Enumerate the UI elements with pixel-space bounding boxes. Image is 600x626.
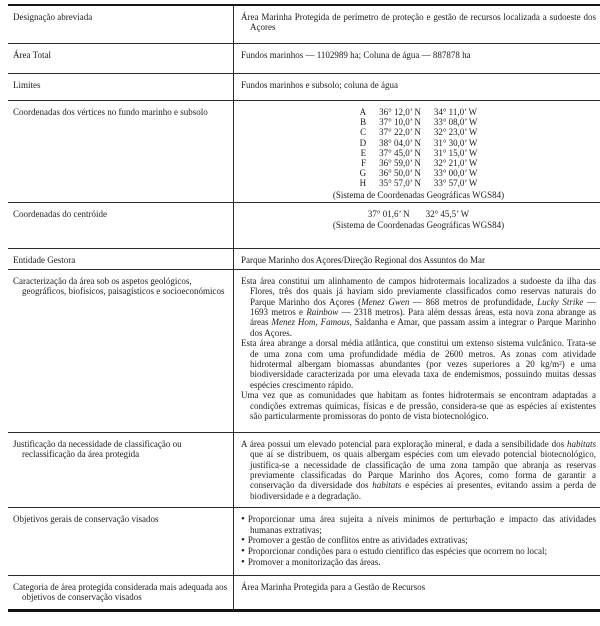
- vertex-longitude: 33° 57,0’ W: [433, 178, 478, 189]
- italic-text-segment: Menez Gwen: [361, 296, 410, 307]
- vertex-longitude: 33° 08,0’ W: [433, 117, 478, 128]
- row-label-cell: [8, 576, 233, 609]
- vertex-longitude: 34° 11,0’ W: [433, 107, 478, 117]
- row-content-cell: [233, 433, 600, 507]
- list-item-text: Proporcionar uma área sujeita a níveis mínimos de perturbação e impacto das atividades humanas extrativas;: [247, 513, 596, 535]
- row-label-cell: [8, 44, 233, 73]
- italic-text-segment: Rainbow: [306, 307, 339, 318]
- vertex-latitude: 37° 45,0’ N: [379, 147, 421, 158]
- row-label: Coordenadas dos vértices no fundo marinho e subsolo: [13, 107, 208, 117]
- paragraph: [241, 338, 596, 390]
- vertex-longitude: 31° 30,0’ W: [433, 137, 478, 148]
- centroid-longitude: 32° 45,5’ W: [425, 208, 470, 219]
- table-row: [8, 249, 600, 270]
- row-label-cell: [8, 270, 233, 432]
- row-content-cell: [233, 74, 600, 100]
- bullet-icon: •: [241, 545, 245, 558]
- vertex-latitude: 36° 50,0’ N: [379, 168, 421, 179]
- list-item-text: Promover a gestão de conflitos entre as atividades extrativas;: [247, 535, 468, 546]
- vertex-latitude: 37° 22,0’ N: [379, 127, 421, 138]
- row-content-cell: [233, 249, 600, 269]
- vertex-letter: D: [359, 137, 367, 148]
- table-row: [8, 270, 600, 433]
- table-row: [8, 576, 600, 609]
- paragraph: [241, 390, 596, 421]
- row-label: Justificação da necessidade de classificação ou reclassificação da área protegida: [13, 438, 182, 460]
- centroid-coordinates: [241, 209, 596, 231]
- row-content-cell: [233, 6, 600, 43]
- vertex-letter: H: [359, 178, 367, 189]
- text-segment: A área possui um elevado potencial para exploração mineral, e dada a sensibilidade dos: [241, 438, 567, 449]
- document-table: [8, 4, 600, 612]
- italic-text-segment: habitats: [372, 480, 402, 491]
- row-label: Designação abreviada: [13, 12, 93, 22]
- vertex-latitude: 37° 10,0’ N: [379, 117, 421, 128]
- row-label: Área Total: [13, 50, 51, 60]
- row-content-cell: [233, 508, 600, 575]
- paragraph: [241, 439, 596, 501]
- row-label-cell: [8, 203, 233, 248]
- row-label: Objetivos gerais de conservação visados: [13, 513, 159, 524]
- bullet-icon: •: [241, 512, 245, 525]
- bullet-icon: •: [241, 556, 245, 569]
- row-label-cell: [8, 101, 233, 202]
- list-item: [241, 514, 596, 535]
- centroid-line: [241, 209, 596, 219]
- paragraph: Fundos marinhos — 1102989 ha; Coluna de água — 887878 ha: [241, 50, 471, 60]
- vertex-longitude: 31° 15,0’ W: [433, 147, 478, 158]
- list-item: [241, 535, 596, 546]
- centroid-latitude: 37° 01,6’ N: [367, 208, 410, 219]
- list-item-text: Proporcionar condições para o estudo científico das espécies que ocorrem no local;: [247, 546, 547, 557]
- row-label: Categoria de área protegida considerada mais adequada aos objetivos de conservação visados: [13, 581, 228, 603]
- list-item: [241, 546, 596, 557]
- table-row: [8, 508, 600, 576]
- vertex-letter: A: [359, 107, 367, 117]
- row-content-cell: [233, 101, 600, 202]
- vertex-letter: E: [360, 147, 367, 158]
- text-segment: Esta área abrange a dorsal média atlântica, que constitui um extenso sistema vulcânico. Trata-se de uma zona com uma profundidade média de 2600 metros. As zonas com atividade hidrotermal albergam biomassas abundantes (por vezes superiores a 20 kg/m²) e uma biodiversidade caracterizada por uma elevada taxa de endemismos, possuindo muitas dessas espécies crescimento rápido.: [241, 338, 596, 390]
- table-row: [8, 203, 600, 249]
- text-segment: — 868 metros de profundidade,: [409, 296, 538, 307]
- coordinate-system-note: (Sistema de Coordenadas Geográficas WGS84): [332, 189, 505, 200]
- row-label: Caracterização da área sob os aspetos geológicos, geográficos, biofísicos, paisagísticos e socioeconómicos: [13, 275, 225, 297]
- row-label-cell: [8, 433, 233, 507]
- vertex-latitude: 38° 04,0’ N: [379, 137, 421, 148]
- text-segment: — 2318 metros). Para além dessas áreas, esta nova zona abrange as áreas: [250, 307, 596, 328]
- text-segment: , Saldanha e Amar, que passam assim a integrar o Parque Marinho dos Açores.: [250, 317, 597, 338]
- vertex-letter: G: [359, 168, 367, 179]
- vertex-latitude: 35° 57,0’ N: [379, 178, 421, 189]
- table-row: [8, 433, 600, 508]
- table-row: [8, 6, 600, 44]
- text-segment: Uma vez que as comunidades que habitam as fontes hidrotermais se encontram adaptadas a condições extremas químicas, físicas e de pressão, considera-se que as espécies aí existentes são particularmente promissoras do ponto de vista biotecnológico.: [241, 390, 596, 422]
- text-segment: e espécies aí presentes, evitando assim a perda de biodiversidade e a degradação.: [250, 480, 596, 501]
- vertex-latitude: 36° 59,0’ N: [379, 158, 421, 169]
- italic-text-segment: habitats: [566, 438, 596, 449]
- vertex-latitude: 36° 12,0’ N: [379, 107, 421, 117]
- row-label-cell: [8, 74, 233, 100]
- vertex-letter: B: [360, 117, 367, 128]
- italic-text-segment: Menez Hom, Famous: [271, 317, 350, 328]
- italic-text-segment: Lucky Strike: [537, 296, 584, 307]
- text-segment: — 1693 metros e: [250, 296, 597, 318]
- paragraph: Fundos marinhos e subsolo; coluna de água: [241, 80, 398, 90]
- row-label: Limites: [13, 80, 41, 90]
- text-segment: que aí se distribuem, os quais albergam espécies com um elevado potencial biotecnológico, justifica-se a necessidade de classificação de uma zona tampão que abranja as reservas previamente classificadas do Parque Marinho dos Açores, como forma de garantir a conservação da diversidade dos: [250, 449, 596, 491]
- coordinate-list: [241, 107, 596, 200]
- paragraph: Parque Marinho dos Açores/Direção Regional dos Assuntos do Mar: [241, 254, 485, 265]
- row-content-cell: [233, 203, 600, 248]
- row-label: Entidade Gestora: [13, 254, 76, 265]
- row-content-cell: [233, 270, 600, 432]
- row-label-cell: [8, 6, 233, 43]
- paragraph: Área Marinha Protegida para a Gestão de Recursos: [241, 581, 426, 592]
- table-row: [8, 101, 600, 203]
- row-label-cell: [8, 508, 233, 575]
- vertex-letter: C: [360, 127, 367, 138]
- paragraph: Área Marinha Protegida de perímetro de proteção e gestão de recursos localizada a sudoeste dos Açores: [241, 12, 596, 33]
- vertex-longitude: 33° 00,0’ W: [433, 168, 478, 179]
- text-segment: Esta área constitui um alinhamento de campos hidrotermais localizados a sudoeste da ilha das Flores, três dos quais já haviam sido previamente classificados como reservas naturais do Parque Marinho dos Açores (: [241, 275, 596, 307]
- coordinate-system-note: (Sistema de Coordenadas Geográficas WGS84): [332, 220, 505, 231]
- row-content-cell: [233, 44, 600, 73]
- vertex-letter: F: [361, 158, 367, 169]
- paragraph: [241, 276, 596, 338]
- table-row: [8, 74, 600, 101]
- vertex-longitude: 32° 21,0’ W: [433, 158, 478, 169]
- vertex-longitude: 32° 23,0’ W: [433, 127, 478, 138]
- list-item-text: Promover a monitorização das áreas.: [247, 557, 381, 568]
- coordinate-grid: [360, 107, 478, 189]
- row-label: Coordenadas do centróide: [13, 208, 107, 219]
- table-row: [8, 44, 600, 74]
- list-item: [241, 557, 596, 568]
- row-content-cell: [233, 576, 600, 609]
- bullet-icon: •: [241, 534, 245, 547]
- row-label-cell: [8, 249, 233, 269]
